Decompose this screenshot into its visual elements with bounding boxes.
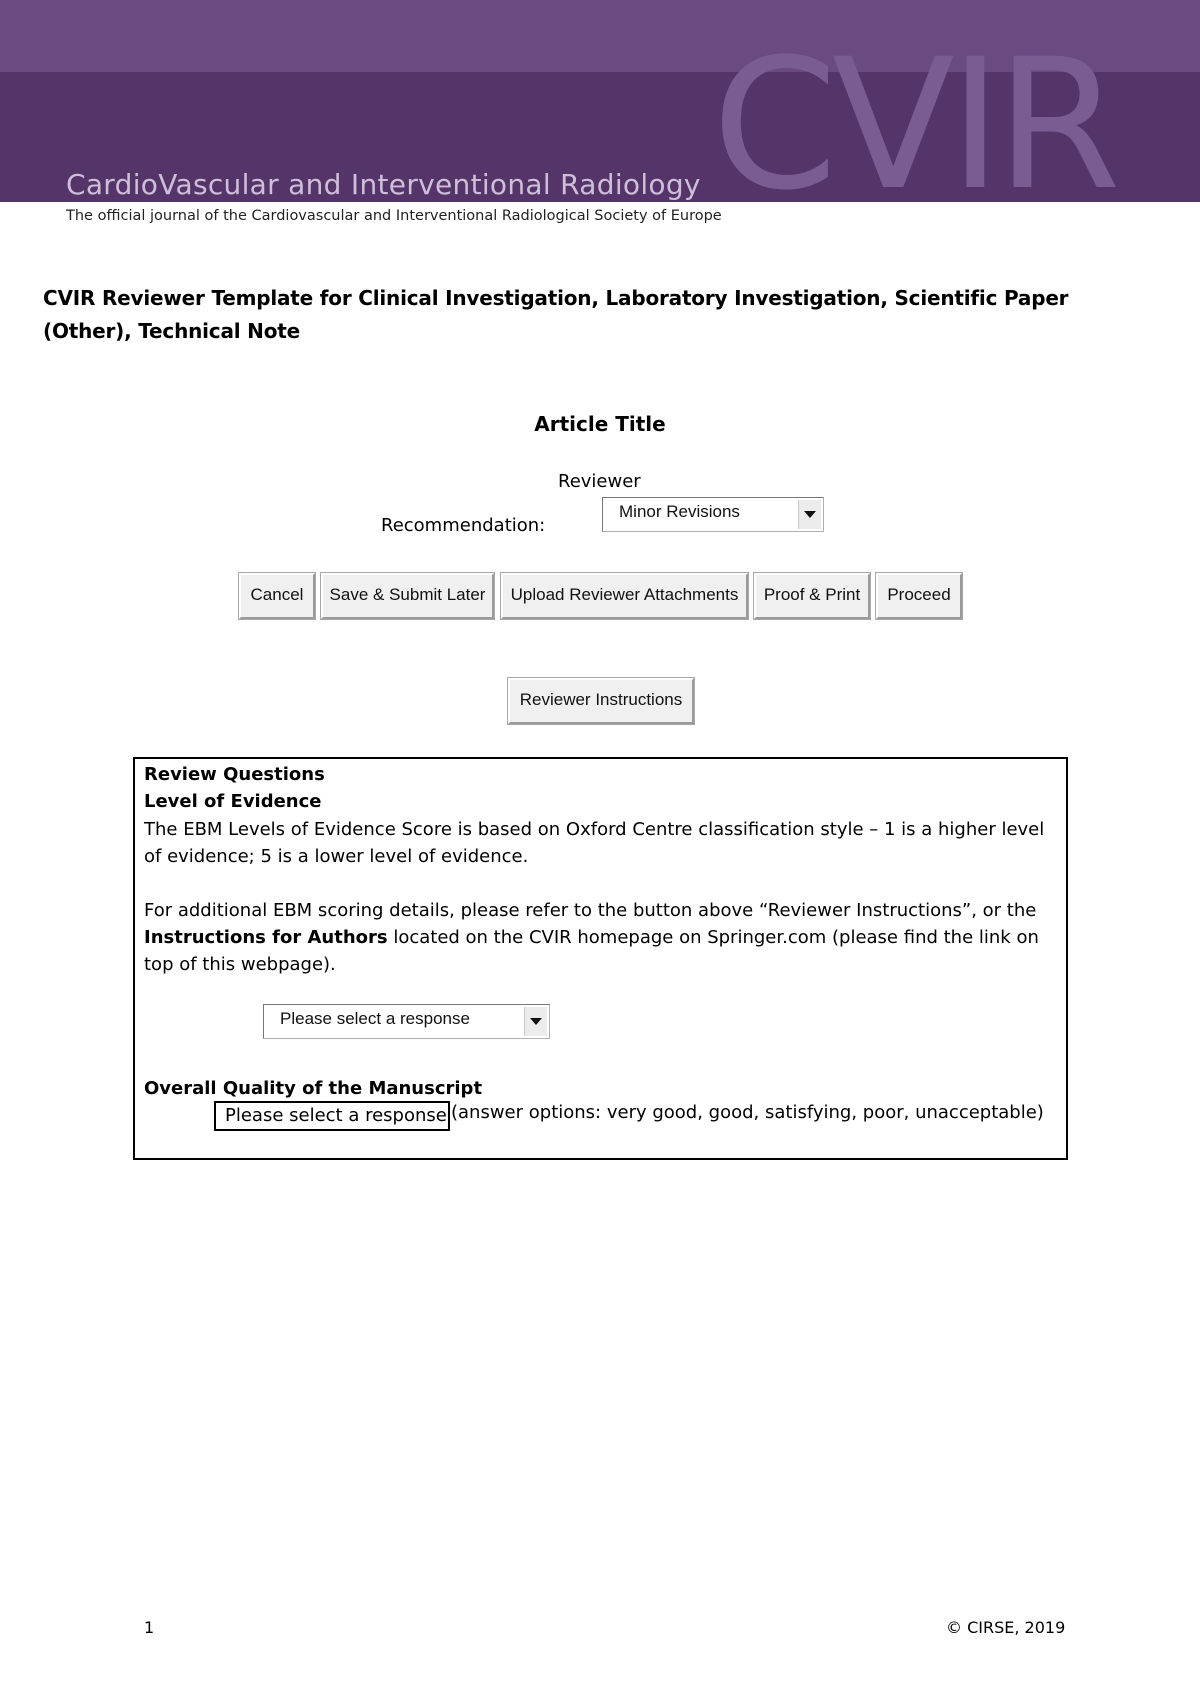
recommendation-select[interactable] <box>602 497 824 532</box>
level-of-evidence-select-value: Please select a response <box>280 1009 470 1028</box>
proceed-button[interactable]: Proceed <box>876 573 962 619</box>
proof-print-button[interactable]: Proof & Print <box>754 573 870 619</box>
cancel-button[interactable]: Cancel <box>239 573 315 619</box>
additional-details-part2: located on the CVIR homepage on Springer.com (please find the link on top of this webpage). <box>144 927 1039 975</box>
article-title: Article Title <box>534 412 666 436</box>
level-of-evidence-text: The EBM Levels of Evidence Score is based on Oxford Centre classification style – 1 is a higher level of evidence; 5 is a lower level of evidence. <box>144 819 1045 867</box>
instructions-for-authors-text: Instructions for Authors <box>144 927 388 948</box>
answer-options-text: (answer options: very good, good, satisfying, poor, unacceptable) <box>451 1102 1044 1123</box>
level-of-evidence-heading: Level of Evidence <box>144 791 322 812</box>
cvir-logo: CVIR <box>712 21 1115 202</box>
recommendation-label: Recommendation: <box>381 515 546 536</box>
copyright: © CIRSE, 2019 <box>946 1618 1066 1637</box>
upload-reviewer-attachments-button[interactable]: Upload Reviewer Attachments <box>501 573 748 619</box>
recommendation-select-value: Minor Revisions <box>619 502 740 521</box>
chevron-down-icon[interactable] <box>798 500 821 529</box>
additional-details-text <box>144 897 1059 978</box>
overall-quality-heading: Overall Quality of the Manuscript <box>144 1078 483 1099</box>
overall-quality-select[interactable]: Please select a response <box>214 1101 450 1131</box>
level-of-evidence-select[interactable] <box>263 1004 550 1039</box>
journal-tagline: The official journal of the Cardiovascular and Interventional Radiological Society of Europe <box>66 208 722 224</box>
reviewer-instructions-button[interactable]: Reviewer Instructions <box>508 678 694 724</box>
chevron-down-icon[interactable] <box>524 1007 547 1036</box>
additional-details-part1: For additional EBM scoring details, please refer to the button above “Reviewer Instructions”, or the <box>144 900 1037 921</box>
document-title: CVIR Reviewer Template for Clinical Investigation, Laboratory Investigation, Scientific Paper (Other), Technical Note <box>43 286 1069 343</box>
page-number: 1 <box>144 1618 155 1637</box>
review-questions-heading: Review Questions <box>144 764 325 785</box>
reviewer-label: Reviewer <box>558 471 641 492</box>
journal-name: CardioVascular and Interventional Radiology <box>66 168 701 201</box>
save-submit-later-button[interactable]: Save & Submit Later <box>321 573 494 619</box>
journal-header <box>0 0 1200 202</box>
